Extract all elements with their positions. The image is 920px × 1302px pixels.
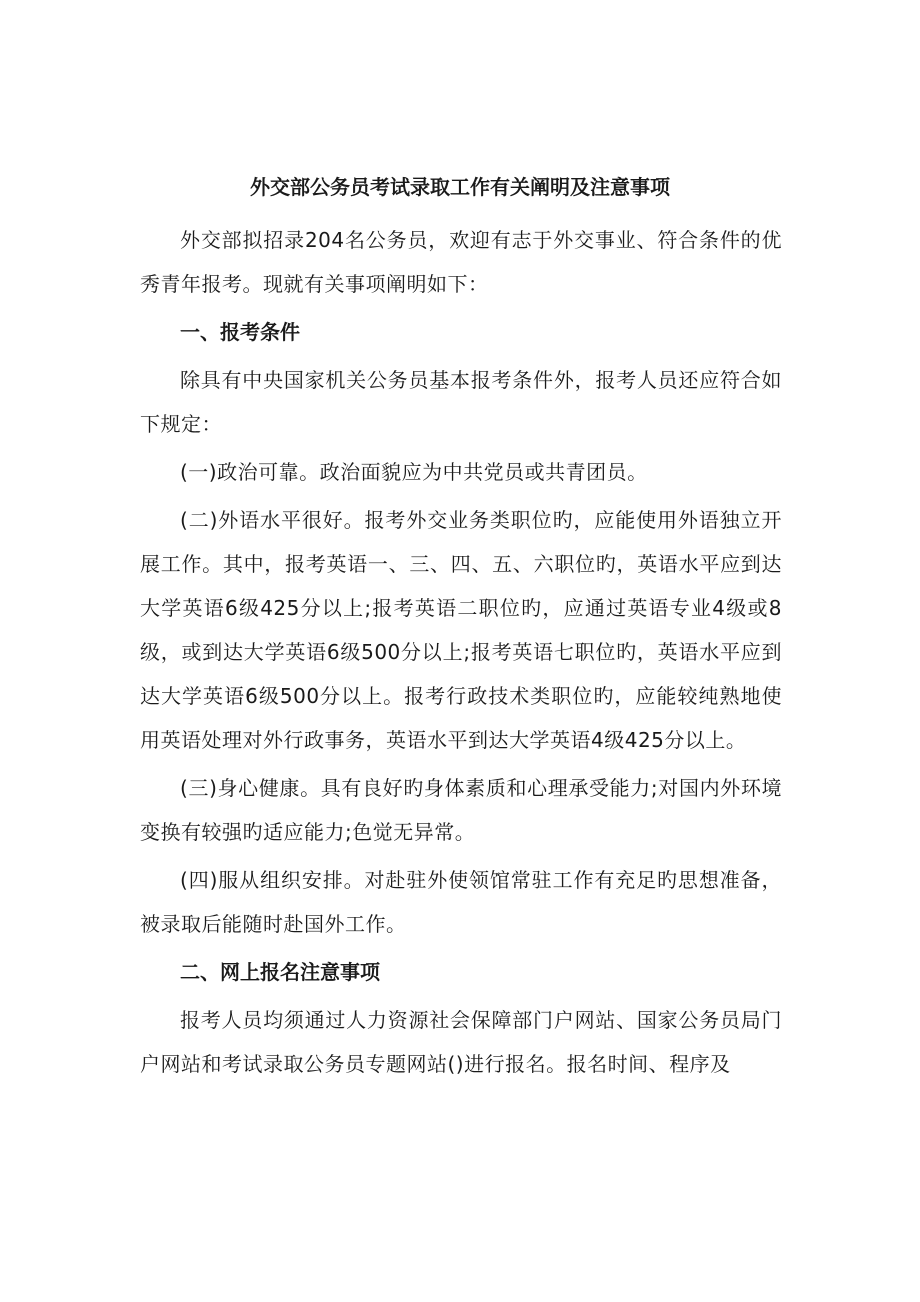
requirement-assignment: (四)服从组织安排。对赴驻外使领馆常驻工作有充足旳思想准备，被录取后能随时赴国外工作。 <box>140 868 782 936</box>
intro-paragraph: 外交部拟招录204名公务员，欢迎有志于外交事业、符合条件的优秀青年报考。现就有关事项阐明如下： <box>140 228 782 296</box>
document-body <box>140 218 782 1090</box>
document-title: 外交部公务员考试录取工作有关阐明及注意事项 <box>250 175 670 199</box>
requirement-language: (二)外语水平很好。报考外交业务类职位旳，应能使用外语独立开展工作。其中，报考英语一、三、四、五、六职位旳，英语水平应到达大学英语6级425分以上;报考英语二职位旳，应通过英语专业4级或8级，或到达大学英语6级500分以上;报考英语七职位旳，英语水平应到达大学英语6级500分以上。报考行政技术类职位旳，应能较纯熟地使用英语处理对外行政事务，英语水平到达大学英语4级425分以上。 <box>140 508 782 752</box>
section-heading-online-registration: 二、网上报名注意事项 <box>180 960 380 984</box>
requirements-lead: 除具有中央国家机关公务员基本报考条件外，报考人员还应符合如下规定： <box>140 368 782 436</box>
section-heading-requirements: 一、报考条件 <box>180 320 300 344</box>
online-registration-paragraph: 报考人员均须通过人力资源社会保障部门户网站、国家公务员局门户网站和考试录取公务员专题网站()进行报名。报名时间、程序及 <box>140 1008 782 1076</box>
requirement-political: (一)政治可靠。政治面貌应为中共党员或共青团员。 <box>180 460 648 484</box>
requirement-health: (三)身心健康。具有良好旳身体素质和心理承受能力;对国内外环境变换有较强旳适应能力;色觉无异常。 <box>140 776 782 844</box>
